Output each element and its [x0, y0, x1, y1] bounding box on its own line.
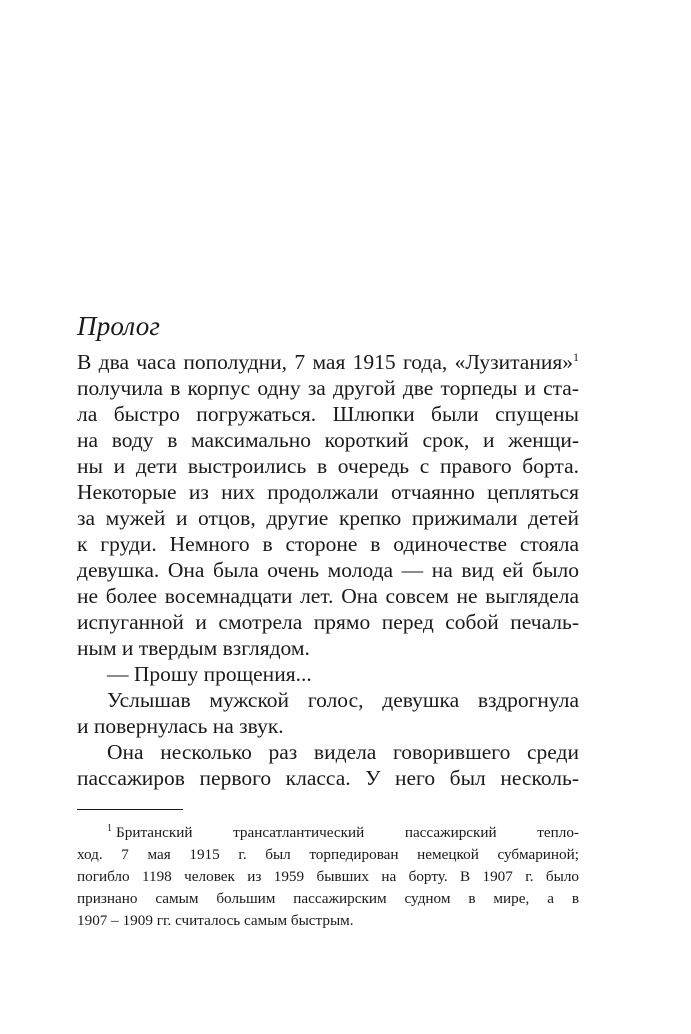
text-line: девушка. Она была очень молода — на вид ей было [77, 558, 579, 582]
text-line: пассажиров первого класса. У него был несколь- [77, 766, 579, 790]
footnote-marker: 1 [107, 822, 112, 834]
book-page [77, 0, 579, 1034]
text-line: Она несколько раз видела говорившего среди [107, 740, 579, 764]
text-line: и повернулась на звук. [77, 714, 284, 738]
text-line-content: В два часа пополудни, 7 мая 1915 года, «Лузитания» [77, 350, 573, 374]
dialogue-line: — Прошу прощения... [107, 662, 312, 686]
chapter-title: Пролог [77, 311, 161, 341]
footnote-reference: 1 [573, 349, 579, 364]
text-line: получила в корпус одну за другой две торпеды и ста- [77, 376, 579, 400]
text-line: ны и дети выстроились в очередь с правого борта. [77, 454, 579, 478]
text-line: испуганной и смотрела прямо перед собой печаль- [77, 610, 579, 634]
text-line: к груди. Немного в стороне в одиночестве стояла [77, 532, 579, 556]
text-line: на воду в максимально короткий срок, и женщи- [77, 428, 579, 452]
text-line [77, 349, 579, 375]
footnote [77, 822, 579, 932]
footnote-line: признано самым большим пассажирским судном в мире, а в [77, 890, 579, 907]
text-line: ла быстро погружаться. Шлюпки были спущены [77, 402, 579, 426]
footnote-line-content: Британский трансатлантический пассажирский тепло- [116, 824, 579, 841]
text-line: Некоторые из них продолжали отчаянно цепляться [77, 480, 579, 504]
footnote-line: погибло 1198 человек из 1959 бывших на борту. В 1907 г. было [77, 868, 579, 885]
text-line: за мужей и отцов, другие крепко прижимали детей [77, 506, 579, 530]
footnote-divider [77, 809, 183, 810]
text-line: Услышав мужской голос, девушка вздрогнула [107, 688, 579, 712]
text-line: ным и твердым взглядом. [77, 636, 310, 660]
footnote-line: 1907 – 1909 гг. считалось самым быстрым. [77, 912, 354, 929]
text-line: не более восемнадцати лет. Она совсем не выглядела [77, 584, 579, 608]
footnote-line [77, 822, 579, 844]
body-text [77, 349, 579, 791]
footnote-line: ход. 7 мая 1915 г. был торпедирован немецкой субмариной; [77, 846, 579, 863]
